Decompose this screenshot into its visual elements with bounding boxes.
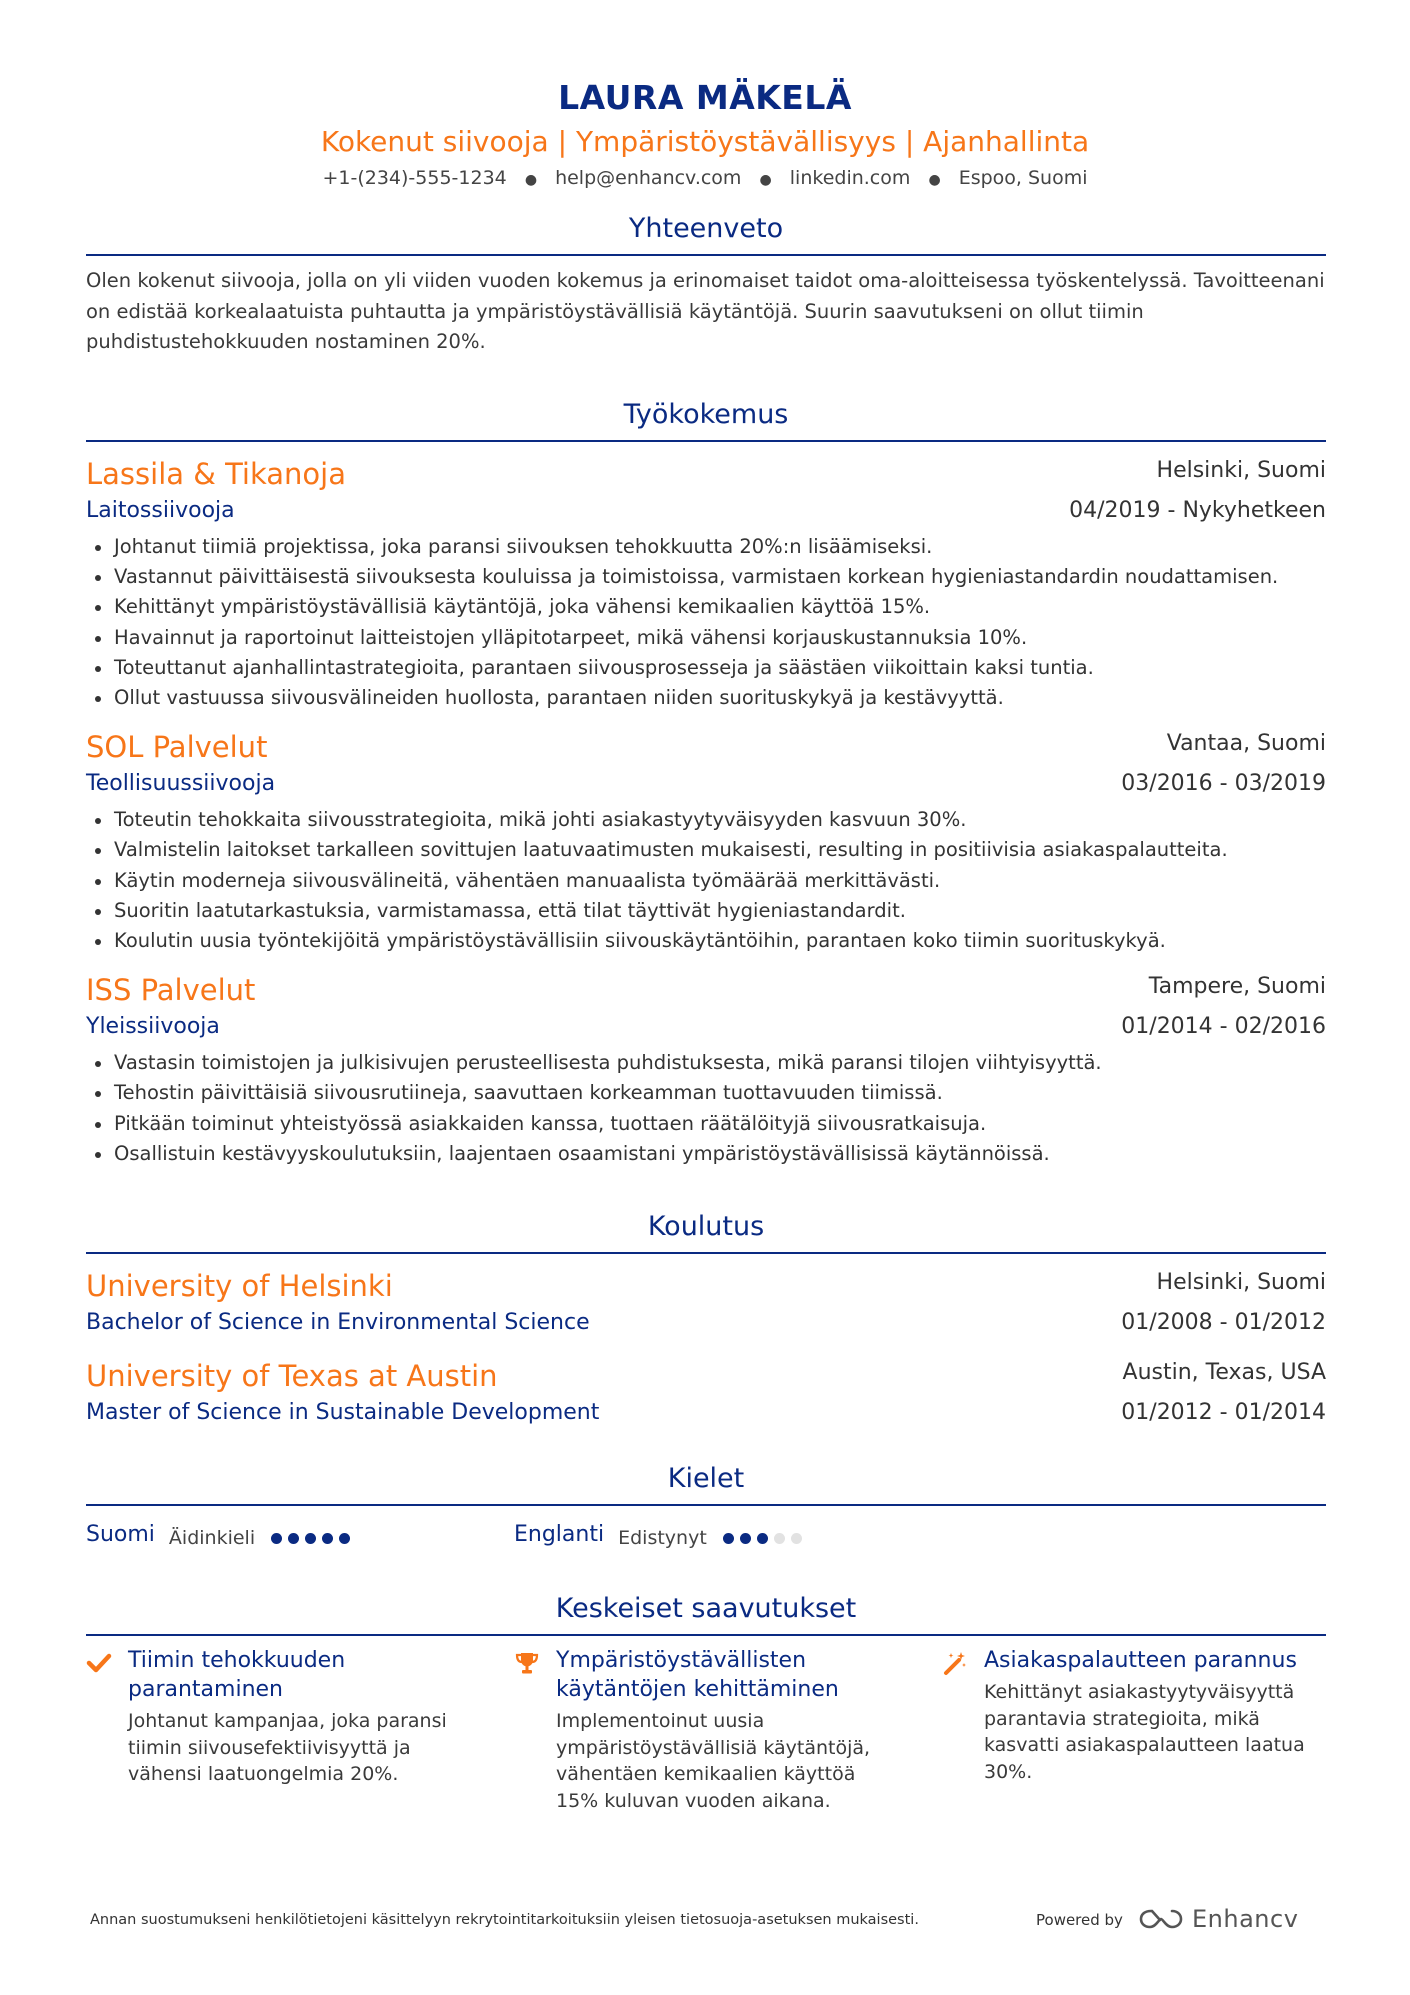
enhancv-logo-icon <box>1138 1906 1184 1932</box>
email-link[interactable]: help@enhancv.com <box>555 167 742 189</box>
education-dates: 01/2008 - 01/2012 <box>1121 1310 1326 1335</box>
job-title: Laitossiivooja <box>86 498 235 523</box>
bullet-item: Suoritin laatutarkastuksia, varmistamassa, että tilat täyttivät hygieniastandardit. <box>86 896 1326 926</box>
bullet-item: Osallistuin kestävyyskoulutuksiin, laajentaen osaamistani ympäristöystävällisissä käytännöissä. <box>86 1139 1326 1169</box>
rating-dot-filled <box>288 1533 299 1544</box>
language-level: Äidinkieli <box>168 1527 256 1549</box>
rating-dot-filled <box>723 1533 734 1544</box>
brand-name: Enhancv <box>1192 1905 1299 1933</box>
achievement-title: Tiimin tehokkuuden parantaminen <box>128 1648 346 1702</box>
separator-dot: ● <box>928 172 941 188</box>
section-title: Työkokemus <box>86 396 1326 442</box>
education-entry <box>86 1266 1326 1340</box>
job-bullets <box>86 532 1326 713</box>
location: Espoo, Suomi <box>958 167 1088 189</box>
achievement-description: Implementoinut uusia ympäristöystävällisiä käytäntöjä, vähentäen kemikaalien käyttöä 15% kuluvan vuoden aikana. <box>556 1710 871 1812</box>
degree: Master of Science in Sustainable Development <box>86 1400 600 1425</box>
candidate-name: LAURA MÄKELÄ <box>558 78 852 117</box>
bullet-item: Pitkään toiminut yhteistyössä asiakkaiden kanssa, tuottaen räätälöityjä siivousratkaisuja. <box>86 1109 1326 1139</box>
bullet-item: Toteutin tehokkaita siivousstrategioita, mikä johti asiakastyytyväisyyden kasvuun 30%. <box>86 805 1326 835</box>
bullet-item: Kehittänyt ympäristöystävällisiä käytäntöjä, joka vähensi kemikaalien käyttöä 15%. <box>86 592 1326 622</box>
bullet-item: Vastasin toimistojen ja julkisivujen perusteellisesta puhdistuksesta, mikä paransi tilojen viihtyisyyttä. <box>86 1048 1326 1078</box>
job-dates: 04/2019 - Nykyhetkeen <box>1069 498 1326 523</box>
footer <box>90 1904 1320 1940</box>
languages-section <box>86 1460 1326 1558</box>
language-rating <box>723 1533 808 1544</box>
achievement-item <box>942 1646 1322 1785</box>
education-dates: 01/2012 - 01/2014 <box>1121 1400 1326 1425</box>
achievements-section <box>86 1590 1326 1846</box>
language-item <box>86 1518 356 1552</box>
rating-dot-filled <box>271 1533 282 1544</box>
bullet-item: Ollut vastuussa siivousvälineiden huollosta, parantaen niiden suorituskykyä ja kestävyyttä. <box>86 683 1326 713</box>
magic-wand-icon <box>942 1650 968 1676</box>
company-name: ISS Palvelut <box>86 973 256 1008</box>
job-entry <box>86 727 1326 956</box>
rating-dot-empty <box>791 1533 802 1544</box>
rating-dot-filled <box>740 1533 751 1544</box>
language-rating <box>271 1533 356 1544</box>
rating-dot-filled <box>322 1533 333 1544</box>
section-title: Yhteenveto <box>86 210 1326 256</box>
contact-info <box>0 164 1410 194</box>
tagline-item: Ajanhallinta <box>923 125 1090 158</box>
phone[interactable]: +1-(234)-555-1234 <box>322 167 507 189</box>
bullet-item: Vastannut päivittäisestä siivouksesta kouluissa ja toimistoissa, varmistaen korkean hygieniastandardin noudattamisen. <box>86 562 1326 592</box>
resume-header <box>0 74 1410 194</box>
job-bullets <box>86 1048 1326 1169</box>
rating-dot-filled <box>339 1533 350 1544</box>
job-location: Helsinki, Suomi <box>1156 458 1326 483</box>
job-location: Tampere, Suomi <box>1148 974 1326 1000</box>
bullet-item: Käytin moderneja siivousvälineitä, vähentäen manuaalista työmäärää merkittävästi. <box>86 866 1326 896</box>
section-title: Kielet <box>86 1460 1326 1506</box>
job-entry <box>86 970 1326 1169</box>
job-bullets <box>86 805 1326 956</box>
achievement-title: Ympäristöystävällisten käytäntöjen kehittäminen <box>556 1648 839 1702</box>
bullet-item: Havainnut ja raportoinut laitteistojen ylläpitotarpeet, mikä vähensi korjauskustannuksia 10%. <box>86 623 1326 653</box>
tagline-item: Kokenut siivooja <box>320 125 549 158</box>
summary-text: Olen kokenut siivooja, jolla on yli viiden vuoden kokemus ja erinomaiset taidot oma-aloitteisessa työskentelyssä. Tavoitteenani on edistää korkealaatuista puhtautta ja ympäristöystävällisiä käytäntöjä. Suurin saavutukseni on ollut tiimin puhdistustehokkuuden nostaminen 20%. <box>86 269 1325 353</box>
achievement-description: Johtanut kampanjaa, joka paransi tiimin siivousefektiivisyyttä ja vähensi laatuongelmia 20%. <box>128 1710 447 1785</box>
school-location: Helsinki, Suomi <box>1156 1270 1326 1295</box>
job-dates: 03/2016 - 03/2019 <box>1121 771 1326 797</box>
separator-dot: ● <box>759 172 772 188</box>
job-location: Vantaa, Suomi <box>1166 731 1326 757</box>
rating-dot-filled <box>757 1533 768 1544</box>
language-level: Edistynyt <box>618 1527 707 1549</box>
school-location: Austin, Texas, USA <box>1122 1360 1326 1385</box>
school-name: University of Helsinki <box>86 1269 393 1303</box>
degree: Bachelor of Science in Environmental Science <box>86 1310 590 1335</box>
school-name: University of Texas at Austin <box>86 1359 498 1393</box>
separator-dot: ● <box>524 172 538 188</box>
education-entry <box>86 1356 1326 1430</box>
job-entry <box>86 454 1326 713</box>
achievement-item <box>86 1646 466 1788</box>
experience-section <box>86 396 1326 1169</box>
company-name: Lassila & Tikanoja <box>86 457 346 491</box>
bullet-item: Valmistelin laitokset tarkalleen sovittujen laatuvaatimusten mukaisesti, resulting in positiivisia asiakaspalautteita. <box>86 835 1326 865</box>
trophy-icon <box>514 1650 540 1676</box>
language-name: Englanti <box>514 1522 605 1547</box>
achievement-description: Kehittänyt asiakastyytyväisyyttä parantavia strategioita, mikä kasvatti asiakaspalautteen laatua 30%. <box>984 1681 1305 1783</box>
achievement-item <box>514 1646 894 1814</box>
language-name: Suomi <box>86 1522 155 1547</box>
tagline-separator: | <box>557 125 568 158</box>
rating-dot-empty <box>774 1533 785 1544</box>
linkedin-link[interactable]: linkedin.com <box>789 167 911 189</box>
company-name: SOL Palvelut <box>86 730 268 765</box>
job-title: Yleissiivooja <box>86 1014 220 1040</box>
job-dates: 01/2014 - 02/2016 <box>1121 1014 1326 1040</box>
education-section <box>86 1208 1326 1430</box>
consent-text: Annan suostumukseni henkilötietojeni käsittelyyn rekrytointitarkoituksiin yleisen tietosuoja-asetuksen mukaisesti. <box>90 1912 919 1928</box>
bullet-item: Johtanut tiimiä projektissa, joka paransi siivouksen tehokkuutta 20%:n lisäämiseksi. <box>86 532 1326 562</box>
language-item <box>514 1518 808 1552</box>
section-title: Keskeiset saavutukset <box>86 1590 1326 1636</box>
achievement-title: Asiakaspalautteen parannus <box>984 1648 1297 1673</box>
enhancv-logo[interactable] <box>1138 1904 1298 1934</box>
tagline <box>0 122 1410 162</box>
bullet-item: Koulutin uusia työntekijöitä ympäristöystävällisiin siivouskäytäntöihin, parantaen koko tiimin suorituskykyä. <box>86 926 1326 956</box>
section-title: Koulutus <box>86 1208 1326 1254</box>
tagline-item: Ympäristöystävällisyys <box>575 125 896 158</box>
rating-dot-filled <box>305 1533 316 1544</box>
checkmark-icon <box>86 1650 112 1676</box>
job-title: Teollisuussiivooja <box>86 771 276 797</box>
bullet-item: Toteuttanut ajanhallintastrategioita, parantaen siivousprosesseja ja säästäen viikoittain kaksi tuntia. <box>86 653 1326 683</box>
summary-section <box>86 210 1326 358</box>
bullet-item: Tehostin päivittäisiä siivousrutiineja, saavuttaen korkeamman tuottavuuden tiimissä. <box>86 1078 1326 1108</box>
tagline-separator: | <box>904 125 915 158</box>
powered-by-label: Powered by <box>1036 1911 1123 1929</box>
